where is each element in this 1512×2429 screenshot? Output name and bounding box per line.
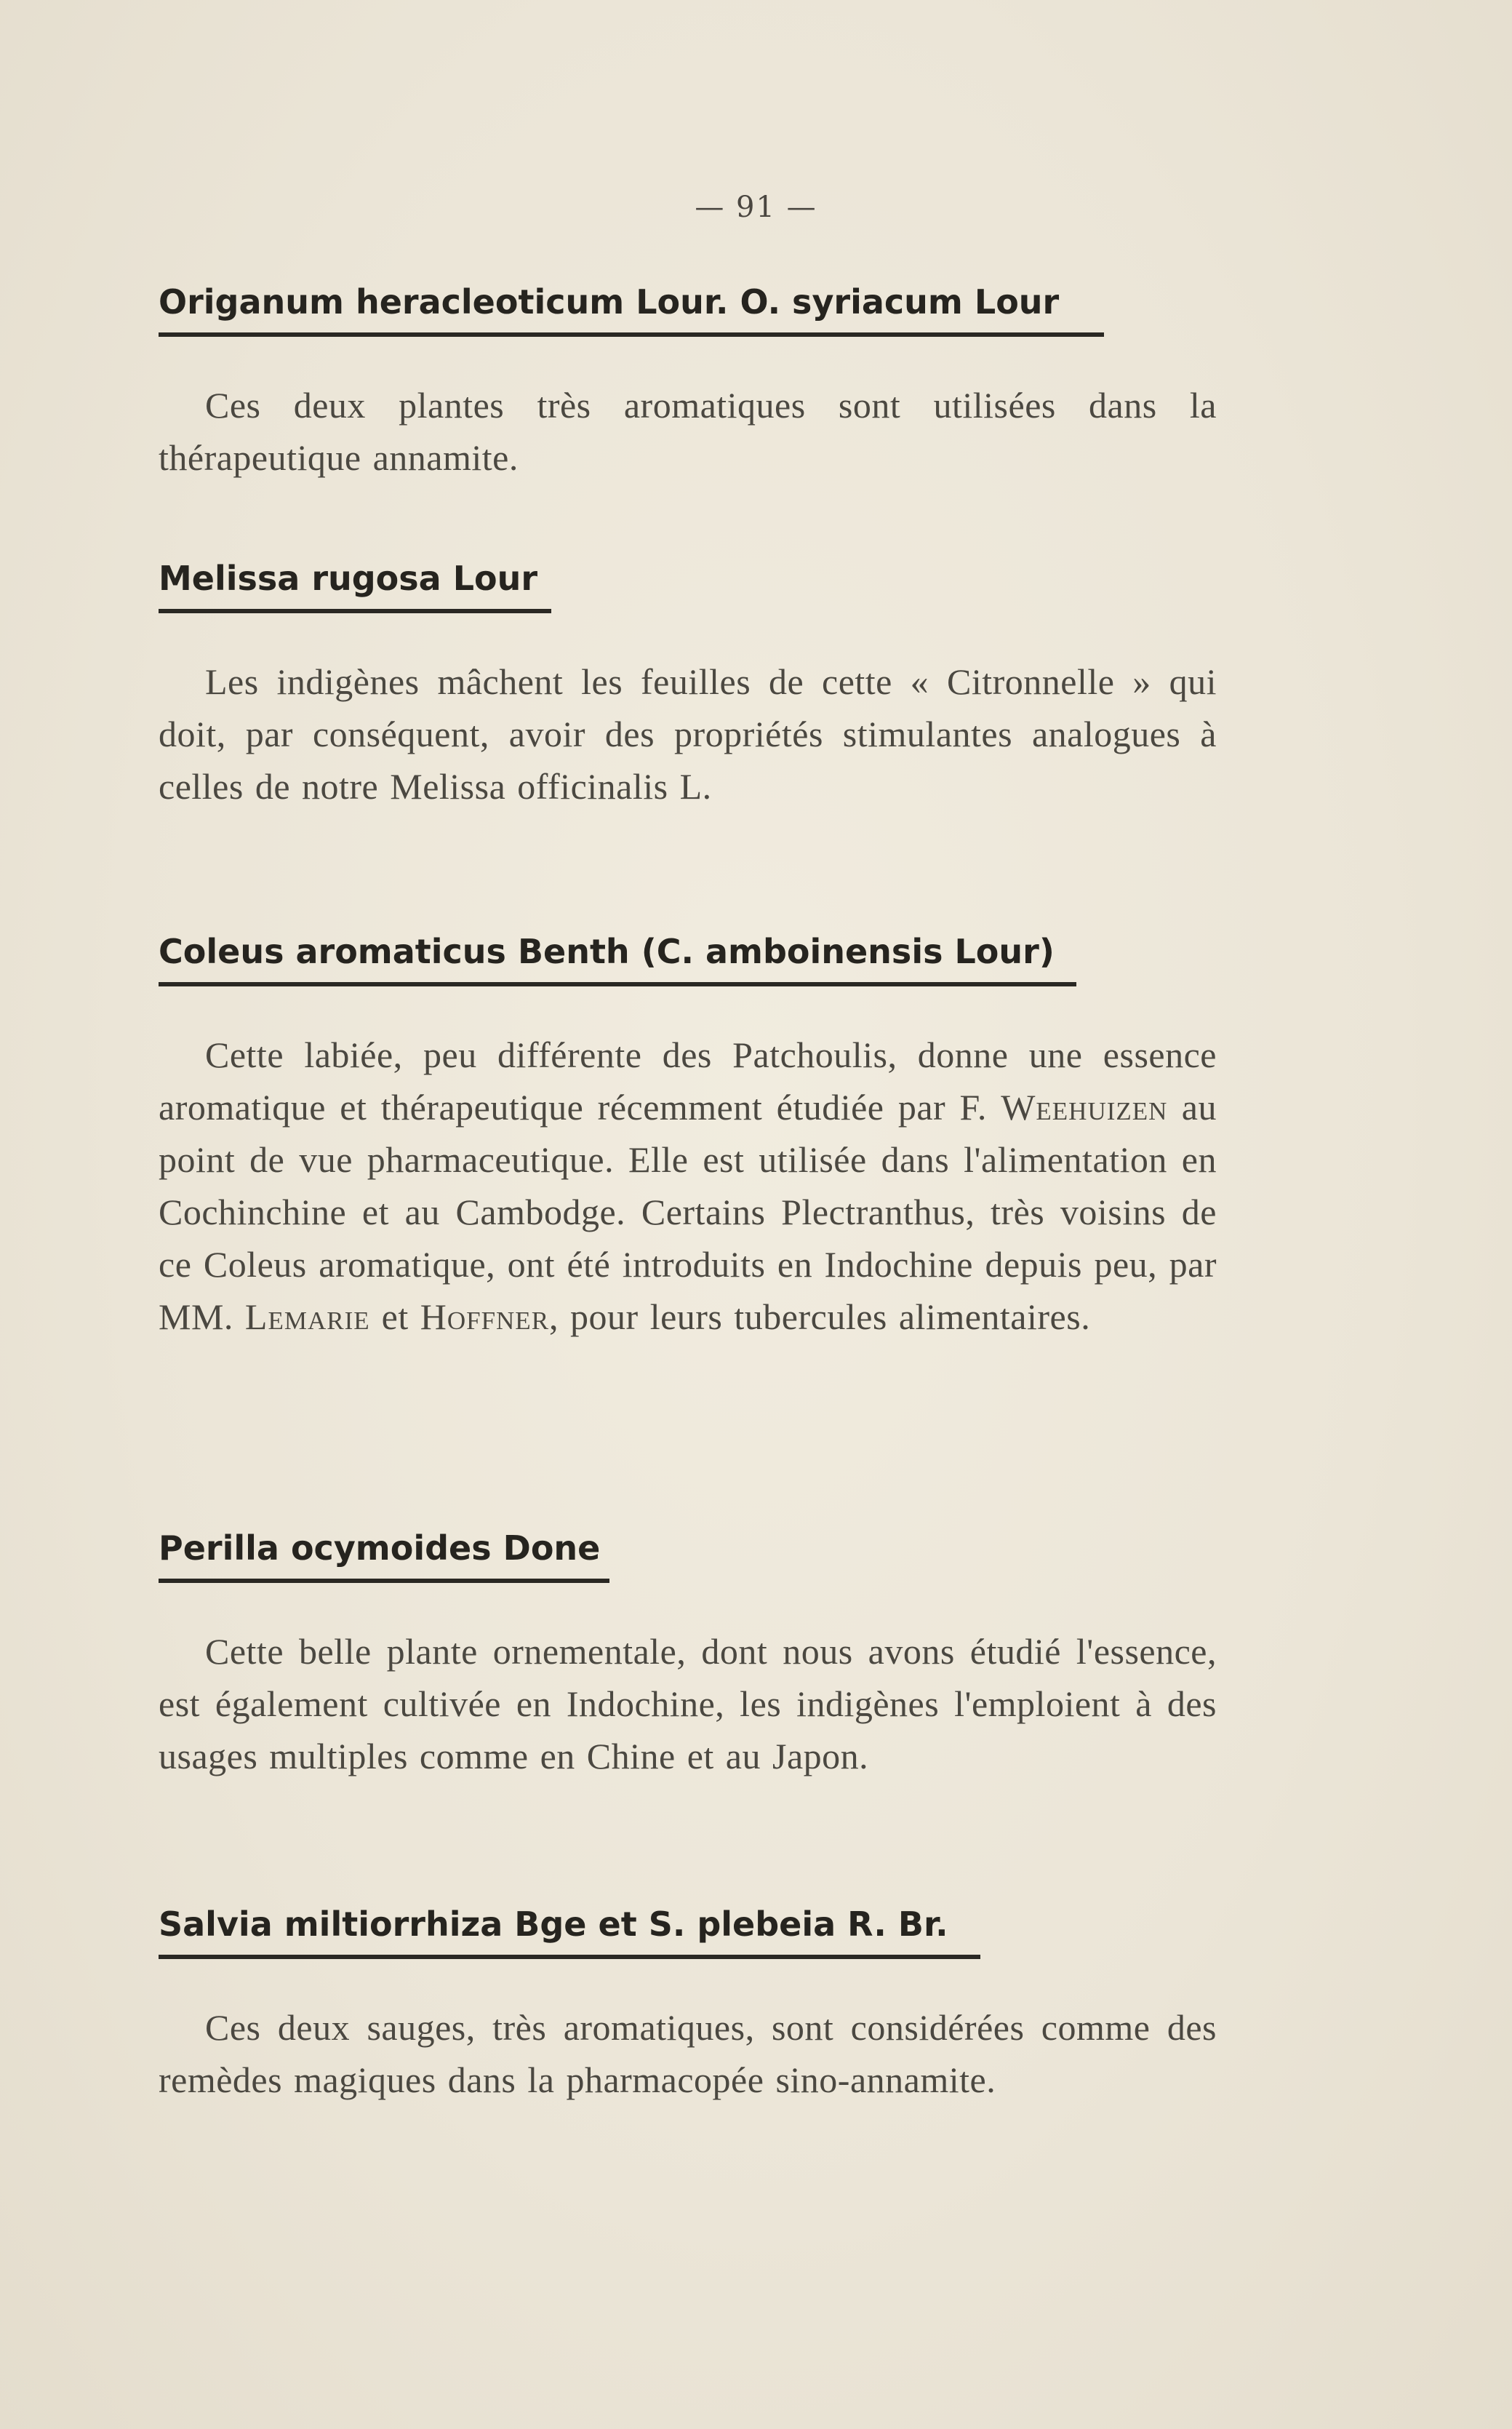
section-paragraph — [159, 1029, 1217, 1343]
heading-underline — [159, 1579, 609, 1583]
paragraph-text: Cette labiée, peu différente des Patchoulis, donne une essence aromatique et thérapeutique récemment étudiée par F. — [159, 1034, 1217, 1128]
section-heading: Salvia miltiorrhiza Bge et S. plebeia R. Br. — [159, 1904, 948, 1944]
heading-underline — [159, 609, 551, 613]
section-melissa — [159, 557, 1217, 849]
paragraph-text: et — [369, 1296, 420, 1337]
page-number: — 91 — — [695, 191, 817, 224]
paragraph-text: au point de vue pharmaceutique. Elle est utilisée dans l'alimentation en Cochinchine et au Cambodge. Certains Plectranthus, très voisins de ce Coleus aromatique, ont été introduits en Indochine depuis peu, par MM. — [159, 1087, 1217, 1337]
author-name: Weehuizen — [1001, 1087, 1168, 1128]
section-heading: Melissa rugosa Lour — [159, 559, 538, 598]
section-perilla — [159, 1526, 1217, 1819]
paragraph-text: , pour leurs tubercules alimentaires. — [549, 1296, 1091, 1337]
section-heading: Perilla ocymoides Done — [159, 1528, 601, 1568]
section-paragraph: Ces deux plantes très aromatiques sont utilisées dans la thérapeutique annamite. — [159, 385, 1217, 478]
author-name: Hoffner — [420, 1296, 550, 1337]
section-coleus — [159, 930, 1217, 1379]
author-name: Lemarie — [244, 1296, 370, 1337]
section-paragraph: Cette belle plante ornementale, dont nous avons étudié l'essence, est également cultivée en Indochine, les indigènes l'emploient à des usages multiples comme en Chine et au Japon. — [159, 1631, 1217, 1776]
section-origanum — [159, 280, 1217, 520]
section-paragraph: Ces deux sauges, très aromatiques, sont considérées comme des remèdes magiques dans la pharmacopée sino-annamite. — [159, 2007, 1217, 2100]
section-heading: Coleus aromaticus Benth (C. amboinensis Lour) — [159, 932, 1055, 971]
section-paragraph: Les indigènes mâchent les feuilles de cette « Citronnelle » qui doit, par conséquent, avoir des propriétés stimulantes analogues à celles de notre Melissa officinalis L. — [159, 661, 1217, 807]
section-heading: Origanum heracleoticum Lour. O. syriacum Lour — [159, 282, 1060, 322]
heading-underline — [159, 982, 1076, 986]
heading-underline — [159, 332, 1104, 337]
section-salvia — [159, 1902, 1217, 2142]
heading-underline — [159, 1955, 980, 1959]
